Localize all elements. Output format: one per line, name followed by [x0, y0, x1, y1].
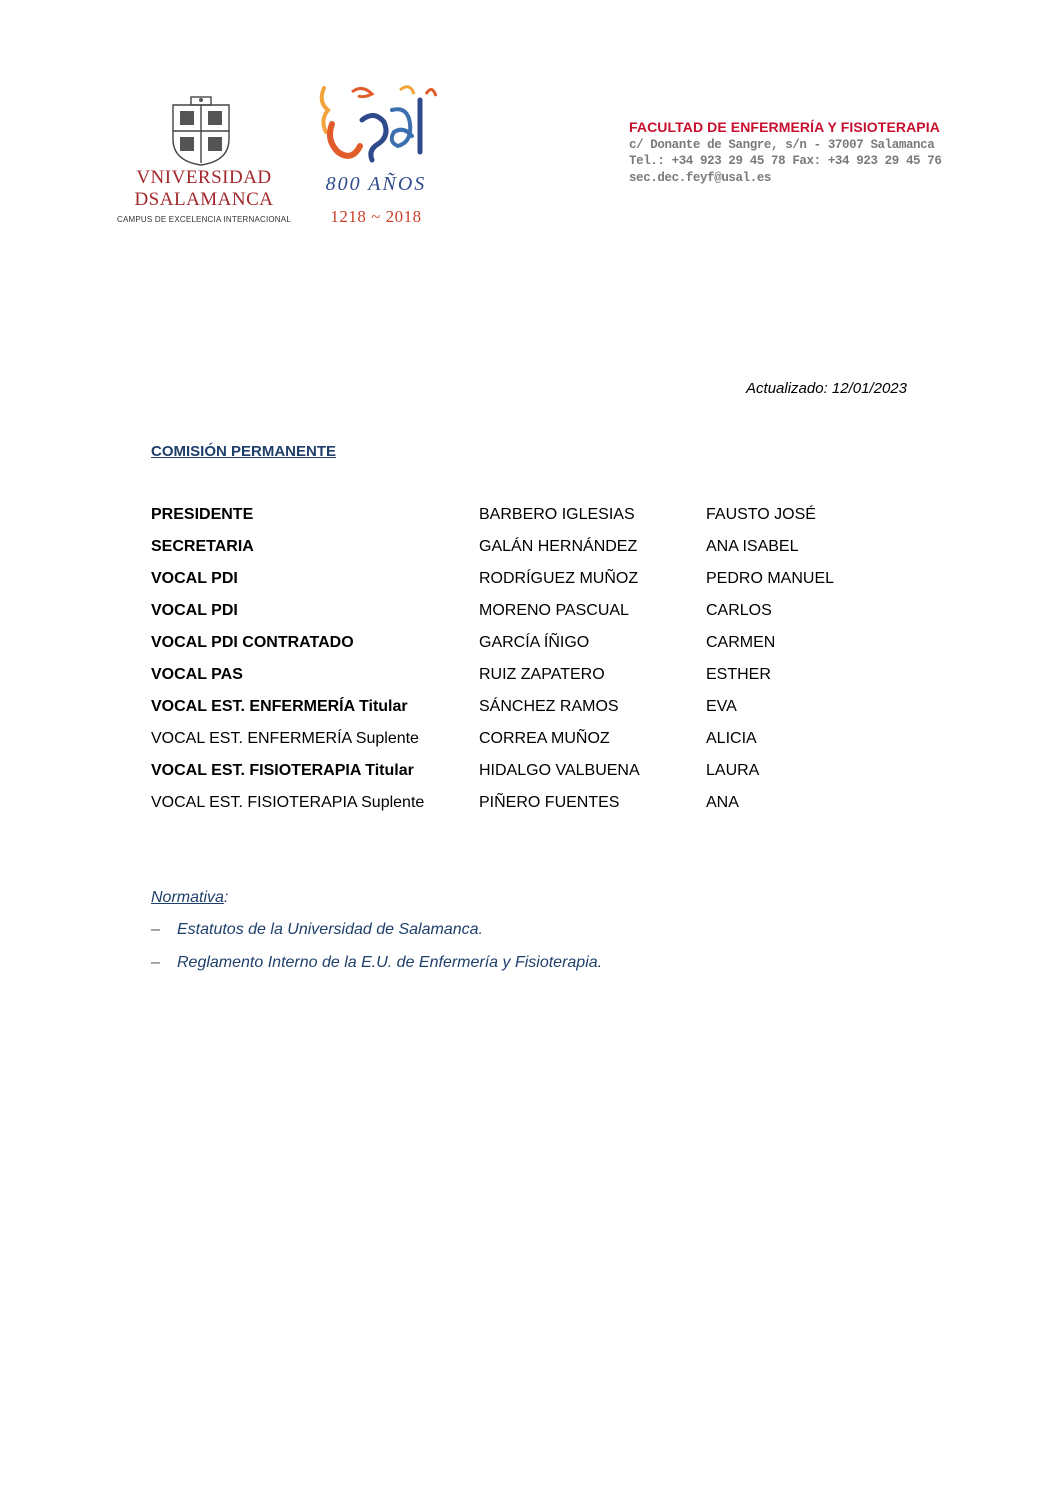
normativa-colon: :	[223, 889, 229, 906]
section-title: COMISIÓN PERMANENTE	[151, 443, 337, 460]
table-row	[151, 666, 911, 698]
member-role: VOCAL PDI	[151, 602, 238, 619]
anniversary-label: 800 AÑOS	[325, 173, 427, 195]
member-surname: PIÑERO FUENTES	[479, 794, 620, 811]
member-role-suffix: Suplente	[351, 730, 419, 747]
dash-bullet: –	[151, 954, 160, 971]
member-name: ESTHER	[706, 666, 771, 683]
faculty-address: c/ Donante de Sangre, s/n - 37007 Salamanca	[629, 138, 935, 152]
member-role: VOCAL EST. ENFERMERÍA Titular	[151, 698, 408, 715]
member-role-suffix: Suplente	[356, 794, 425, 811]
member-surname: HIDALGO VALBUENA	[479, 762, 640, 779]
member-surname: RODRÍGUEZ MUÑOZ	[479, 570, 639, 587]
faculty-phones: Tel.: +34 923 29 45 78 Fax: +34 923 29 45 76	[629, 154, 942, 168]
member-role-wrap	[151, 730, 419, 748]
member-surname: SÁNCHEZ RAMOS	[479, 698, 619, 715]
member-role: VOCAL EST. FISIOTERAPIA	[151, 794, 357, 811]
faculty-title: FACULTAD DE ENFERMERÍA Y FISIOTERAPIA	[629, 119, 940, 135]
member-surname: GARCÍA ÍÑIGO	[479, 634, 590, 651]
member-surname: BARBERO IGLESIAS	[479, 506, 635, 523]
member-role: VOCAL EST. FISIOTERAPIA Titular	[151, 762, 414, 779]
table-row	[151, 602, 911, 634]
member-role: VOCAL EST. ENFERMERÍA	[151, 730, 352, 747]
member-role: VOCAL PAS	[151, 666, 243, 683]
anniversary-years: 1218 ~ 2018	[330, 207, 422, 226]
member-role-wrap	[151, 794, 424, 812]
member-name: ANA	[706, 794, 739, 811]
member-surname: CORREA MUÑOZ	[479, 730, 610, 747]
table-row	[151, 794, 911, 826]
university-seal-icon	[163, 95, 239, 167]
member-name: LAURA	[706, 762, 760, 779]
member-name: EVA	[706, 698, 737, 715]
dash-bullet: –	[151, 921, 160, 938]
faculty-email: sec.dec.feyf@usal.es	[629, 171, 772, 185]
member-name: PEDRO MANUEL	[706, 570, 835, 587]
table-row	[151, 538, 911, 570]
table-row	[151, 698, 911, 730]
normativa-item-text: Estatutos de la Universidad de Salamanca.	[177, 921, 483, 938]
normativa-link[interactable]: Normativa	[151, 889, 224, 906]
list-item	[151, 921, 483, 939]
table-row	[151, 634, 911, 666]
university-name-line2: DSALAMANCA	[134, 189, 274, 210]
list-item	[151, 954, 602, 972]
campus-tagline: CAMPUS DE EXCELENCIA INTERNACIONAL	[117, 215, 291, 224]
members-table	[151, 506, 911, 826]
university-name-line1: VNIVERSIDAD	[136, 167, 272, 188]
member-surname: MORENO PASCUAL	[479, 602, 629, 619]
table-row	[151, 762, 911, 794]
member-surname: RUIZ ZAPATERO	[479, 666, 605, 683]
table-row	[151, 570, 911, 602]
member-surname: GALÁN HERNÁNDEZ	[479, 538, 638, 555]
member-name: CARMEN	[706, 634, 776, 651]
member-name: ALICIA	[706, 730, 757, 747]
member-role: PRESIDENTE	[151, 506, 254, 523]
member-name: CARLOS	[706, 602, 772, 619]
normativa-item-text: Reglamento Interno de la E.U. de Enfermería y Fisioterapia.	[177, 954, 603, 971]
member-name: FAUSTO JOSÉ	[706, 506, 816, 523]
updated-date: Actualizado: 12/01/2023	[746, 380, 907, 397]
normativa-heading	[151, 889, 228, 907]
member-name: ANA ISABEL	[706, 538, 799, 555]
usal-800-logo-icon	[312, 80, 440, 172]
member-role: VOCAL PDI CONTRATADO	[151, 634, 354, 651]
member-role: VOCAL PDI	[151, 570, 238, 587]
table-row	[151, 730, 911, 762]
table-row	[151, 506, 911, 538]
member-role: SECRETARIA	[151, 538, 254, 555]
